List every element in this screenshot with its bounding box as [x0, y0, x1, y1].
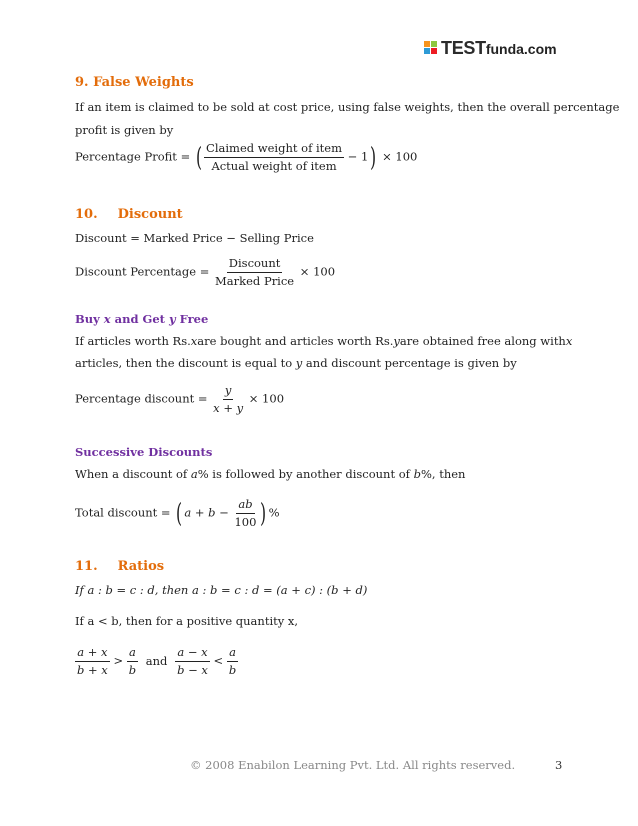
section-9-heading: 9. False Weights: [75, 75, 194, 90]
section-11-line-2: If a < b, then for a positive quantity x,: [75, 614, 299, 628]
formula-total-discount: Total discount = ( a + b − $\frac{ab}{100}$ ) %: [75, 497, 280, 529]
section-9-line-2: profit is given by: [75, 123, 174, 137]
section-10-heading: 10. Discount: [75, 207, 183, 222]
buy-get-free-line-1: If articles worth Rs. x are bought and articles worth Rs. y are obtained free along with x: [75, 334, 573, 348]
fraction-numerator: Claimed weight of item: [204, 141, 344, 158]
section-10-line-1: Discount = Marked Price − Selling Price: [75, 231, 314, 245]
formula-percentage-profit: Percentage Profit = ( $\frac{\text{Claimed weight of item}}{\text{Actual weight of item}}$ − 1) × 100: [75, 141, 418, 173]
page-number: 3: [555, 758, 563, 772]
section-9-line-1: If an item is claimed to be sold at cost price, using false weights, then the overall percentage: [75, 100, 620, 114]
successive-discounts-line: When a discount of a% is followed by another discount of b%, then: [75, 467, 466, 481]
logo-grid-icon: [424, 41, 438, 55]
formula-ratio-inequality: $\frac{a + x}{b + x}$ > $\frac{a}{b}$ and $\frac{a - x}{b - x}$ < $\frac{a}{b}$: [77, 645, 237, 677]
formula-percentage-discount: Percentage discount = $\frac{y}{x + y}$ × 100: [75, 383, 285, 415]
buy-get-free-line-2: articles, then the discount is equal to y and discount percentage is given by: [75, 356, 517, 370]
formula-discount-percentage: Discount Percentage = $\frac{\text{Discount}}{\text{Marked Price}}$ × 100: [75, 256, 336, 288]
buy-get-free-heading: Buy x and Get y Free: [75, 312, 209, 326]
section-11-line-1: If a : b = c : d, then a : b = c : d = (a + c) : (b + d): [75, 583, 368, 597]
logo-text: TESTfunda.com: [441, 38, 557, 58]
section-11-heading: 11. Ratios: [75, 559, 165, 574]
successive-discounts-heading: Successive Discounts: [75, 445, 213, 459]
footer-copyright: © 2008 Enabilon Learning Pvt. Ltd. All rights reserved.: [190, 758, 516, 772]
fraction-denominator: Actual weight of item: [211, 159, 337, 173]
formula-label: Percentage Profit =: [75, 149, 191, 164]
